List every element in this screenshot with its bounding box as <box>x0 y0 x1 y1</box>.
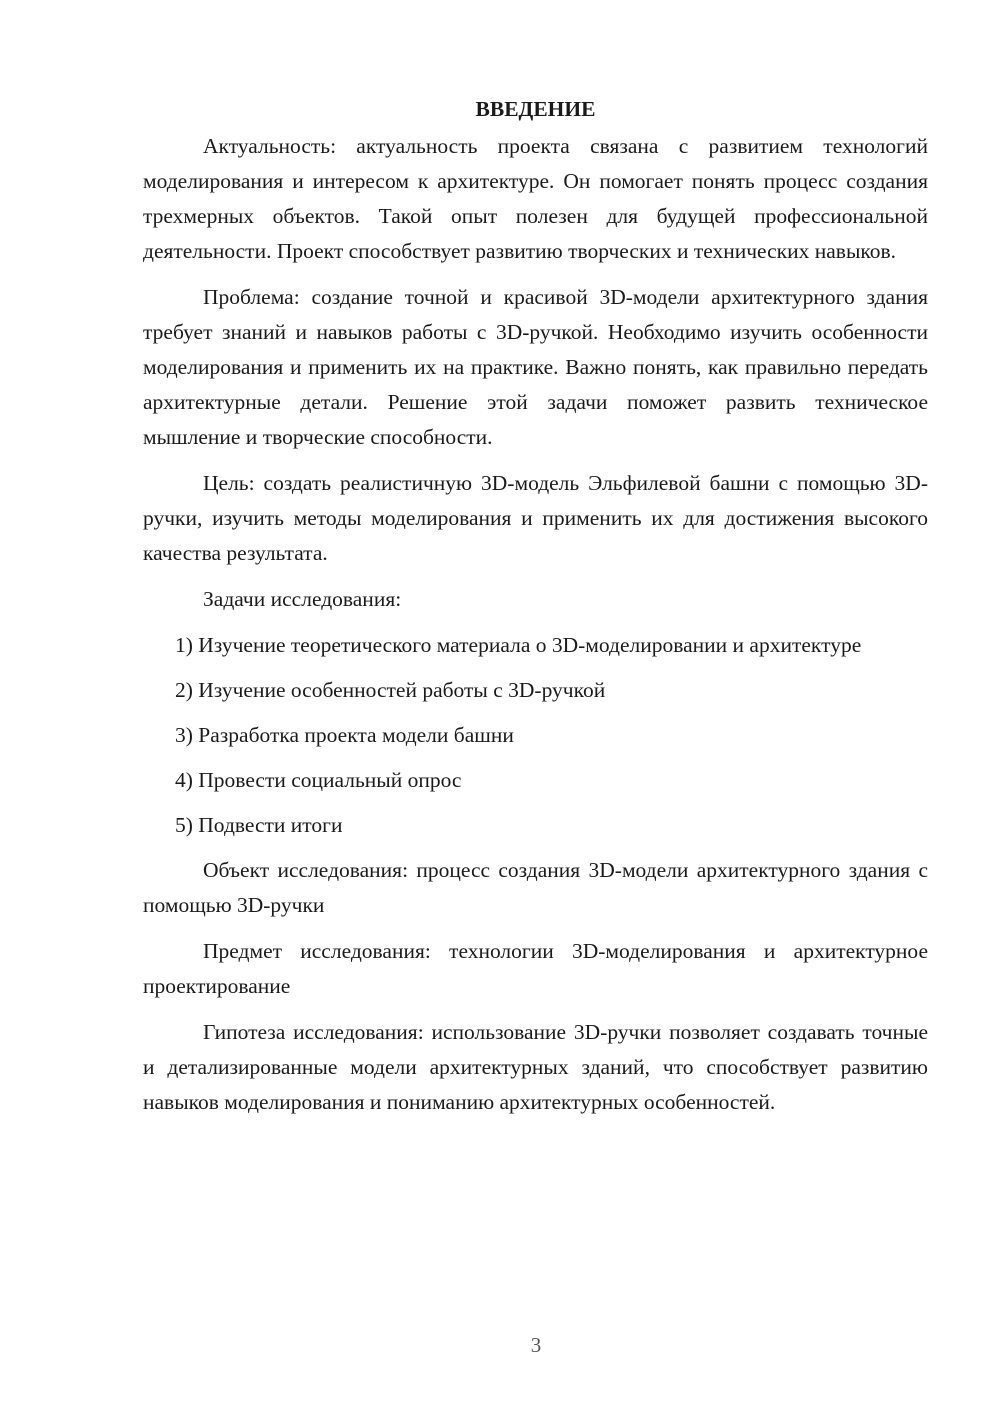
tasks-heading: Задачи исследования: <box>203 587 402 611</box>
list-item: 3) Разработка проекта модели башни <box>175 723 514 747</box>
hypothesis-paragraph: Гипотеза исследования: использование 3D-ручки позволяет создавать точные и детализированные модели архитектурных зданий, что способствует развитию навыков моделирования и пониманию архитектурных особенностей. <box>143 1020 928 1114</box>
page-number: 3 <box>530 1333 542 1357</box>
tasks-list <box>143 628 928 843</box>
subject-paragraph: Предмет исследования: технологии 3D-моделирования и архитектурное проектирование <box>143 939 928 998</box>
list-item: 1) Изучение теоретического материала о 3D-моделировании и архитектуре <box>175 633 862 657</box>
list-item: 2) Изучение особенностей работы с 3D-ручкой <box>175 678 606 702</box>
relevance-paragraph: Актуальность: актуальность проекта связана с развитием технологий моделирования и интересом к архитектуре. Он помогает понять процесс создания трехмерных объектов. Такой опыт полезен для будущей профессиональной деятельности. Проект способствует развитию творческих и технических навыков. <box>143 134 928 263</box>
list-item: 4) Провести социальный опрос <box>175 768 462 792</box>
page-content <box>143 92 928 1131</box>
list-item: 5) Подвести итоги <box>175 813 343 837</box>
goal-paragraph: Цель: создать реалистичную 3D-модель Эльфилевой башни с помощью 3D-ручки, изучить методы моделирования и применить их для достижения высокого качества результата. <box>143 471 928 565</box>
object-paragraph: Объект исследования: процесс создания 3D-модели архитектурного здания с помощью 3D-ручки <box>143 858 928 917</box>
page-title: ВВЕДЕНИЕ <box>475 97 596 121</box>
problem-paragraph: Проблема: создание точной и красивой 3D-модели архитектурного здания требует знаний и навыков работы с 3D-ручкой. Необходимо изучить особенности моделирования и применить их на практике. Важно понять, как правильно передать архитектурные детали. Решение этой задачи поможет развить техническое мышление и творческие способности. <box>143 285 928 449</box>
